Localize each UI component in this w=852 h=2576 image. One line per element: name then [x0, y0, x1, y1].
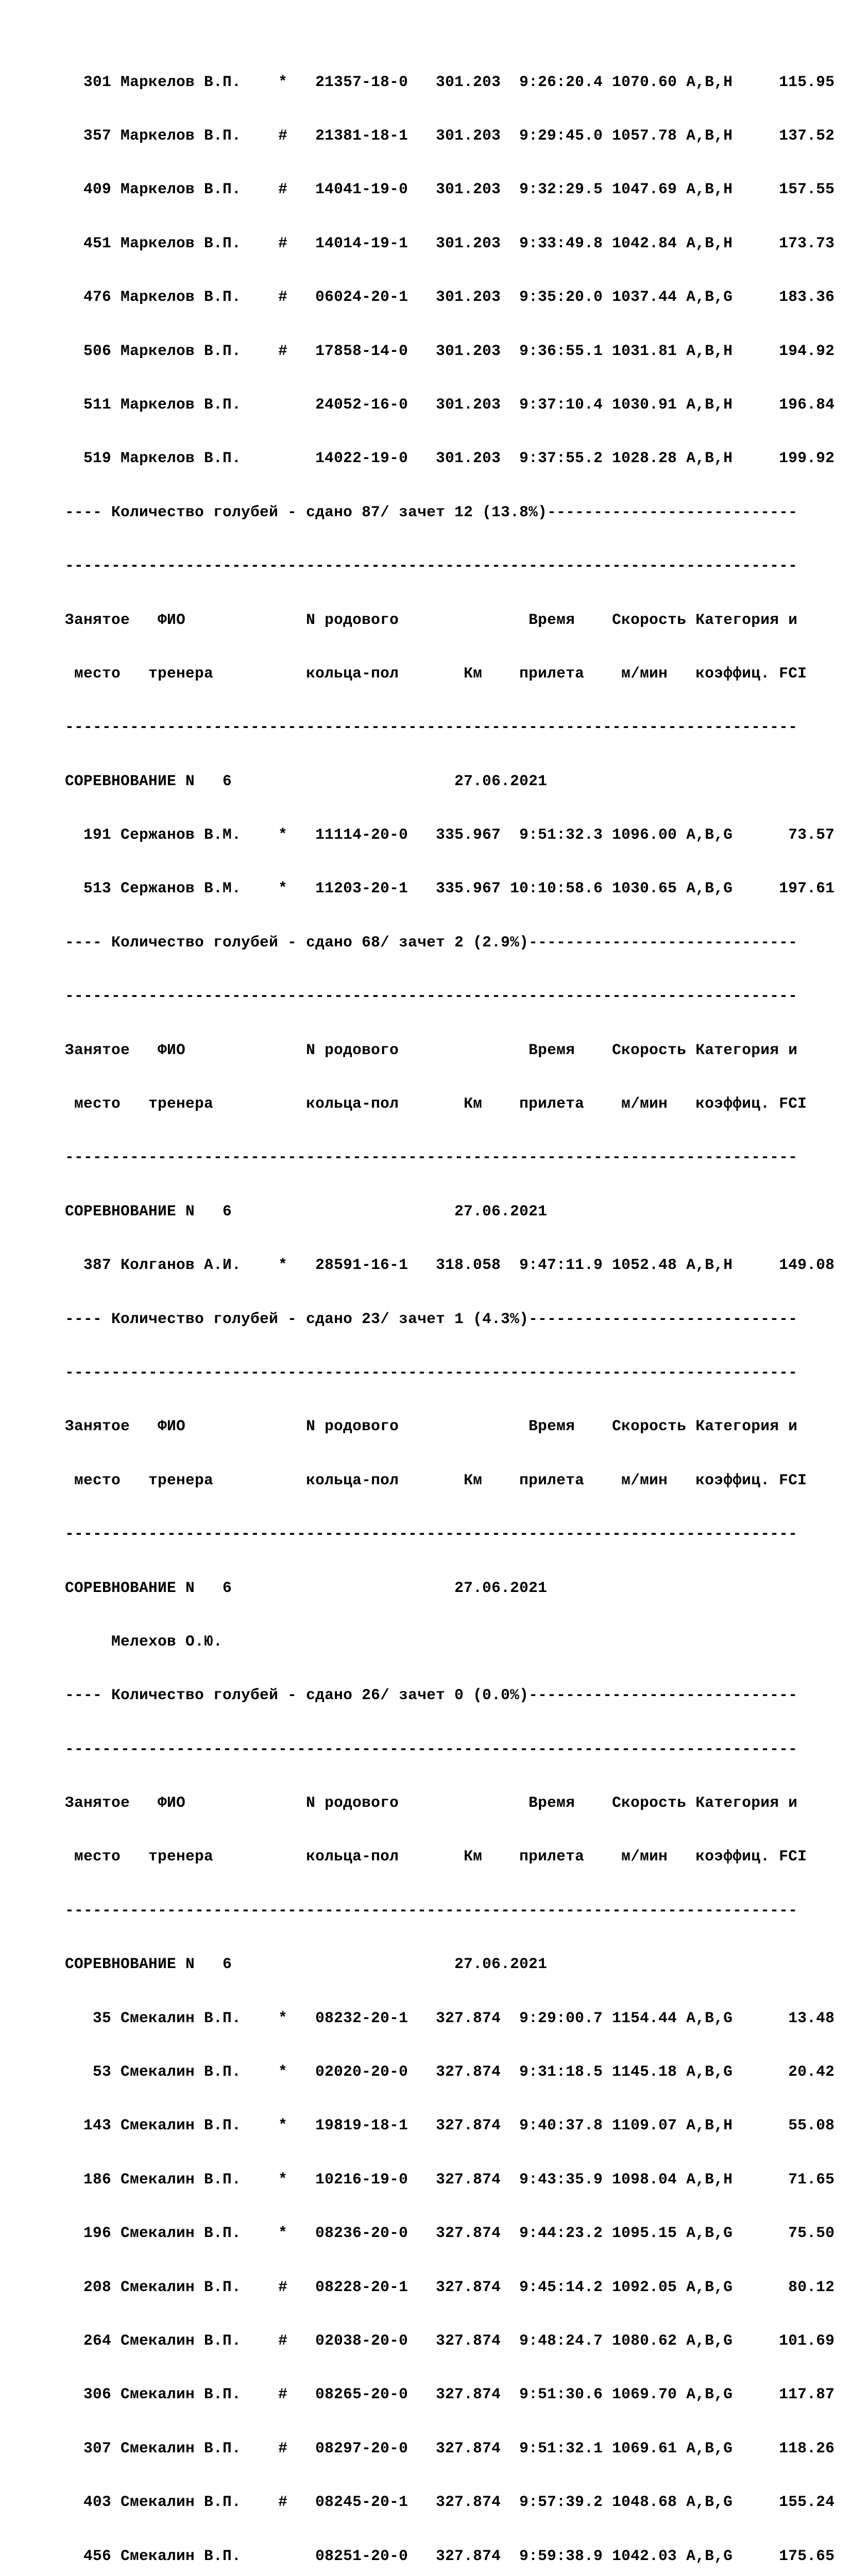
- competition-heading: СОРЕВНОВАНИЕ N 6 27.06.2021: [65, 1955, 548, 1973]
- result-row: 403 Смекалин В.П. # 08245-20-1 327.874 9:57:39.2 1048.68 A,B,G 155.24: [65, 2493, 835, 2511]
- competition-heading: СОРЕВНОВАНИЕ N 6 27.06.2021: [65, 772, 548, 790]
- result-row: 511 Маркелов В.П. 24052-16-0 301.203 9:37:10.4 1030.91 A,B,H 196.84: [65, 395, 835, 413]
- summary-line: ---- Количество голубей - сдано 68/ зачет 2 (2.9%)-----------------------------: [65, 933, 798, 951]
- column-header: Занятое ФИО N родового Время Скорость Категория и: [65, 1794, 798, 1812]
- column-header: Занятое ФИО N родового Время Скорость Категория и: [65, 611, 798, 629]
- result-row: 143 Смекалин В.П. * 19819-18-1 327.874 9:40:37.8 1109.07 A,B,H 55.08: [65, 2116, 835, 2134]
- column-header: место тренера кольца-пол Км прилета м/мин коэффиц. FCI: [65, 1848, 807, 1866]
- divider: -------------------------------------------------------------------------------: [65, 1901, 798, 1919]
- column-header: место тренера кольца-пол Км прилета м/мин коэффиц. FCI: [65, 1471, 807, 1489]
- result-row: 506 Маркелов В.П. # 17858-14-0 301.203 9:36:55.1 1031.81 A,B,H 194.92: [65, 342, 835, 360]
- competition-heading: СОРЕВНОВАНИЕ N 6 27.06.2021: [65, 1202, 548, 1220]
- result-row: 513 Сержанов В.М. * 11203-20-1 335.967 10:10:58.6 1030.65 A,B,G 197.61: [65, 879, 835, 897]
- result-row: 35 Смекалин В.П. * 08232-20-1 327.874 9:29:00.7 1154.44 A,B,G 13.48: [65, 2009, 835, 2027]
- results-document: [65, 37, 834, 2576]
- trainer-name: Мелехов О.Ю.: [65, 1632, 223, 1650]
- result-row: 264 Смекалин В.П. # 02038-20-0 327.874 9:48:24.7 1080.62 A,B,G 101.69: [65, 2332, 835, 2349]
- divider: -------------------------------------------------------------------------------: [65, 557, 798, 575]
- summary-line: ---- Количество голубей - сдано 23/ зачет 1 (4.3%)-----------------------------: [65, 1310, 798, 1328]
- result-row: 476 Маркелов В.П. # 06024-20-1 301.203 9:35:20.0 1037.44 A,B,G 183.36: [65, 288, 835, 306]
- result-row: 208 Смекалин В.П. # 08228-20-1 327.874 9:45:14.2 1092.05 A,B,G 80.12: [65, 2278, 835, 2296]
- result-row: 307 Смекалин В.П. # 08297-20-0 327.874 9:51:32.1 1069.61 A,B,G 118.26: [65, 2439, 835, 2457]
- result-row: 519 Маркелов В.П. 14022-19-0 301.203 9:37:55.2 1028.28 A,B,H 199.92: [65, 449, 835, 467]
- divider: -------------------------------------------------------------------------------: [65, 1740, 798, 1758]
- result-row: 191 Сержанов В.М. * 11114-20-0 335.967 9:51:32.3 1096.00 A,B,G 73.57: [65, 826, 835, 844]
- result-row: 456 Смекалин В.П. 08251-20-0 327.874 9:59:38.9 1042.03 A,B,G 175.65: [65, 2547, 835, 2565]
- result-row: 306 Смекалин В.П. # 08265-20-0 327.874 9:51:30.6 1069.70 A,B,G 117.87: [65, 2385, 835, 2403]
- result-row: 196 Смекалин В.П. * 08236-20-0 327.874 9:44:23.2 1095.15 A,B,G 75.50: [65, 2224, 835, 2242]
- column-header: Занятое ФИО N родового Время Скорость Категория и: [65, 1041, 798, 1059]
- divider: -------------------------------------------------------------------------------: [65, 1363, 798, 1381]
- result-row: 53 Смекалин В.П. * 02020-20-0 327.874 9:31:18.5 1145.18 A,B,G 20.42: [65, 2063, 835, 2081]
- divider: -------------------------------------------------------------------------------: [65, 987, 798, 1005]
- result-row: 387 Колганов А.И. * 28591-16-1 318.058 9:47:11.9 1052.48 A,B,H 149.08: [65, 1256, 835, 1274]
- competition-heading: СОРЕВНОВАНИЕ N 6 27.06.2021: [65, 1579, 548, 1597]
- divider: -------------------------------------------------------------------------------: [65, 1525, 798, 1543]
- column-header: место тренера кольца-пол Км прилета м/мин коэффиц. FCI: [65, 1095, 807, 1113]
- summary-line: ---- Количество голубей - сдано 26/ зачет 0 (0.0%)-----------------------------: [65, 1686, 798, 1704]
- result-row: 357 Маркелов В.П. # 21381-18-1 301.203 9:29:45.0 1057.78 A,B,H 137.52: [65, 126, 835, 144]
- column-header: место тренера кольца-пол Км прилета м/мин коэффиц. FCI: [65, 664, 807, 682]
- summary-line: ---- Количество голубей - сдано 87/ зачет 12 (13.8%)---------------------------: [65, 503, 798, 521]
- column-header: Занятое ФИО N родового Время Скорость Категория и: [65, 1417, 798, 1435]
- result-row: 186 Смекалин В.П. * 10216-19-0 327.874 9:43:35.9 1098.04 A,B,H 71.65: [65, 2170, 835, 2188]
- divider: -------------------------------------------------------------------------------: [65, 1148, 798, 1166]
- result-row: 301 Маркелов В.П. * 21357-18-0 301.203 9:26:20.4 1070.60 A,B,H 115.95: [65, 73, 835, 91]
- divider: -------------------------------------------------------------------------------: [65, 718, 798, 736]
- result-row: 409 Маркелов В.П. # 14041-19-0 301.203 9:32:29.5 1047.69 A,B,H 157.55: [65, 180, 835, 198]
- result-row: 451 Маркелов В.П. # 14014-19-1 301.203 9:33:49.8 1042.84 A,B,H 173.73: [65, 234, 835, 252]
